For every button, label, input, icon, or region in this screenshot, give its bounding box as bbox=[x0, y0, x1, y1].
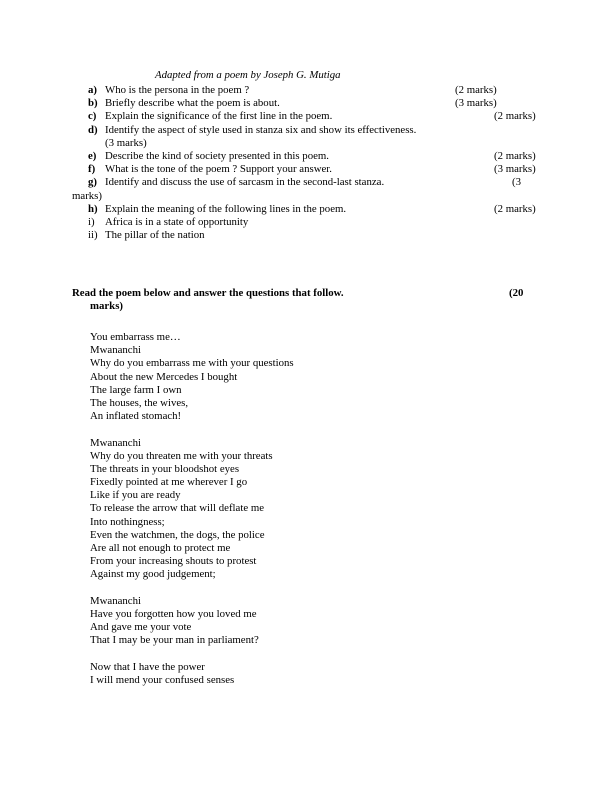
question-label: b) bbox=[88, 97, 98, 110]
question-row-d bbox=[0, 124, 612, 137]
poem-line: Even the watchmen, the dogs, the police bbox=[90, 528, 265, 541]
question-label: h) bbox=[88, 202, 98, 215]
poem-line: I will mend your confused senses bbox=[90, 673, 235, 686]
question-marks: (2 marks) bbox=[455, 84, 497, 96]
question-text: Identify the aspect of style used in stanza six and show its effectiveness. bbox=[105, 123, 417, 136]
section-heading-continuation-row bbox=[0, 300, 612, 313]
poem-line: Fixedly pointed at me wherever I go bbox=[90, 476, 248, 489]
question-text: What is the tone of the poem ? Support your answer. bbox=[105, 163, 332, 176]
section-heading-row bbox=[0, 287, 612, 300]
question-row-d-continuation bbox=[0, 137, 612, 150]
poem-line: From your increasing shouts to protest bbox=[90, 555, 257, 568]
poem-line: Into nothingness; bbox=[90, 515, 165, 528]
poem-line: The threats in your bloodshot eyes bbox=[90, 462, 240, 475]
question-subrow-ii bbox=[0, 229, 612, 242]
question-row-h bbox=[0, 203, 612, 216]
poem-line: Like if you are ready bbox=[90, 489, 181, 502]
question-label: ii) bbox=[88, 229, 98, 242]
poem-stanza-4 bbox=[90, 661, 540, 687]
poem-line: That I may be your man in parliament? bbox=[90, 634, 259, 647]
poem-line: And gave me your vote bbox=[90, 621, 192, 634]
question-text: Africa is in a state of opportunity bbox=[105, 215, 249, 228]
question-marks-continuation: marks) bbox=[72, 189, 102, 202]
section-heading-text: Read the poem below and answer the questions that follow. bbox=[72, 287, 344, 299]
section-heading bbox=[0, 287, 612, 313]
poem-line: Mwananchi bbox=[90, 594, 141, 607]
poem-line: Why do you embarrass me with your questions bbox=[90, 357, 294, 370]
question-row-a bbox=[0, 84, 612, 97]
question-subrow-i bbox=[0, 216, 612, 229]
question-text: Who is the persona in the poem ? bbox=[105, 84, 250, 96]
question-label: c) bbox=[88, 110, 97, 123]
question-row-b bbox=[0, 97, 612, 110]
question-label: e) bbox=[88, 149, 97, 162]
poem-line: Mwananchi bbox=[90, 344, 141, 357]
section-heading-marks: (20 bbox=[509, 287, 524, 299]
question-marks-continuation: (3 marks) bbox=[105, 136, 147, 149]
question-marks: (2 marks) bbox=[494, 149, 536, 162]
poem-body bbox=[90, 331, 540, 700]
section-heading-marks-continuation: marks) bbox=[90, 300, 123, 313]
question-text: Identify and discuss the use of sarcasm in the second-last stanza. bbox=[105, 176, 385, 189]
poem-line: Are all not enough to protect me bbox=[90, 542, 231, 554]
poem-line: Now that I have the power bbox=[90, 660, 205, 673]
poem-line: Have you forgotten how you loved me bbox=[90, 607, 257, 620]
poem-stanza-1 bbox=[90, 331, 540, 423]
question-text: Explain the meaning of the following lines in the poem. bbox=[105, 202, 347, 215]
question-marks: (2 marks) bbox=[494, 202, 536, 215]
question-text: Describe the kind of society presented in this poem. bbox=[105, 149, 329, 162]
question-label: a) bbox=[88, 84, 97, 96]
question-marks: (3 marks) bbox=[494, 163, 536, 176]
poem-line: To release the arrow that will deflate me bbox=[90, 502, 265, 515]
poem-line: Why do you threaten me with your threats bbox=[90, 449, 273, 462]
poem-stanza-2 bbox=[90, 437, 540, 582]
question-row-g-continuation bbox=[0, 190, 612, 203]
question-label: g) bbox=[88, 176, 97, 189]
question-text: Briefly describe what the poem is about. bbox=[105, 97, 280, 110]
poem-line: The large farm I own bbox=[90, 383, 182, 396]
question-marks: (3 marks) bbox=[455, 97, 497, 110]
question-label: d) bbox=[88, 123, 98, 136]
question-row-f bbox=[0, 163, 612, 176]
question-row-c bbox=[0, 110, 612, 123]
poem-line: Against my good judgement; bbox=[90, 568, 216, 581]
question-text: The pillar of the nation bbox=[105, 229, 205, 242]
question-list bbox=[0, 84, 612, 242]
question-text: Explain the significance of the first line in the poem. bbox=[105, 110, 333, 123]
question-marks: (2 marks) bbox=[494, 110, 536, 123]
poem-stanza-3 bbox=[90, 595, 540, 648]
question-label: f) bbox=[88, 163, 96, 176]
poem-line: The houses, the wives, bbox=[90, 396, 189, 409]
poem-line: You embarrass me… bbox=[90, 331, 181, 343]
poem-line: An inflated stomach! bbox=[90, 410, 182, 423]
question-row-g bbox=[0, 176, 612, 189]
poem-attribution: Adapted from a poem by Joseph G. Mutiga bbox=[155, 69, 341, 81]
question-row-e bbox=[0, 150, 612, 163]
poem-line: About the new Mercedes I bought bbox=[90, 370, 238, 383]
question-label: i) bbox=[88, 215, 95, 228]
question-marks: (3 bbox=[512, 176, 521, 189]
poem-line: Mwananchi bbox=[90, 436, 141, 449]
